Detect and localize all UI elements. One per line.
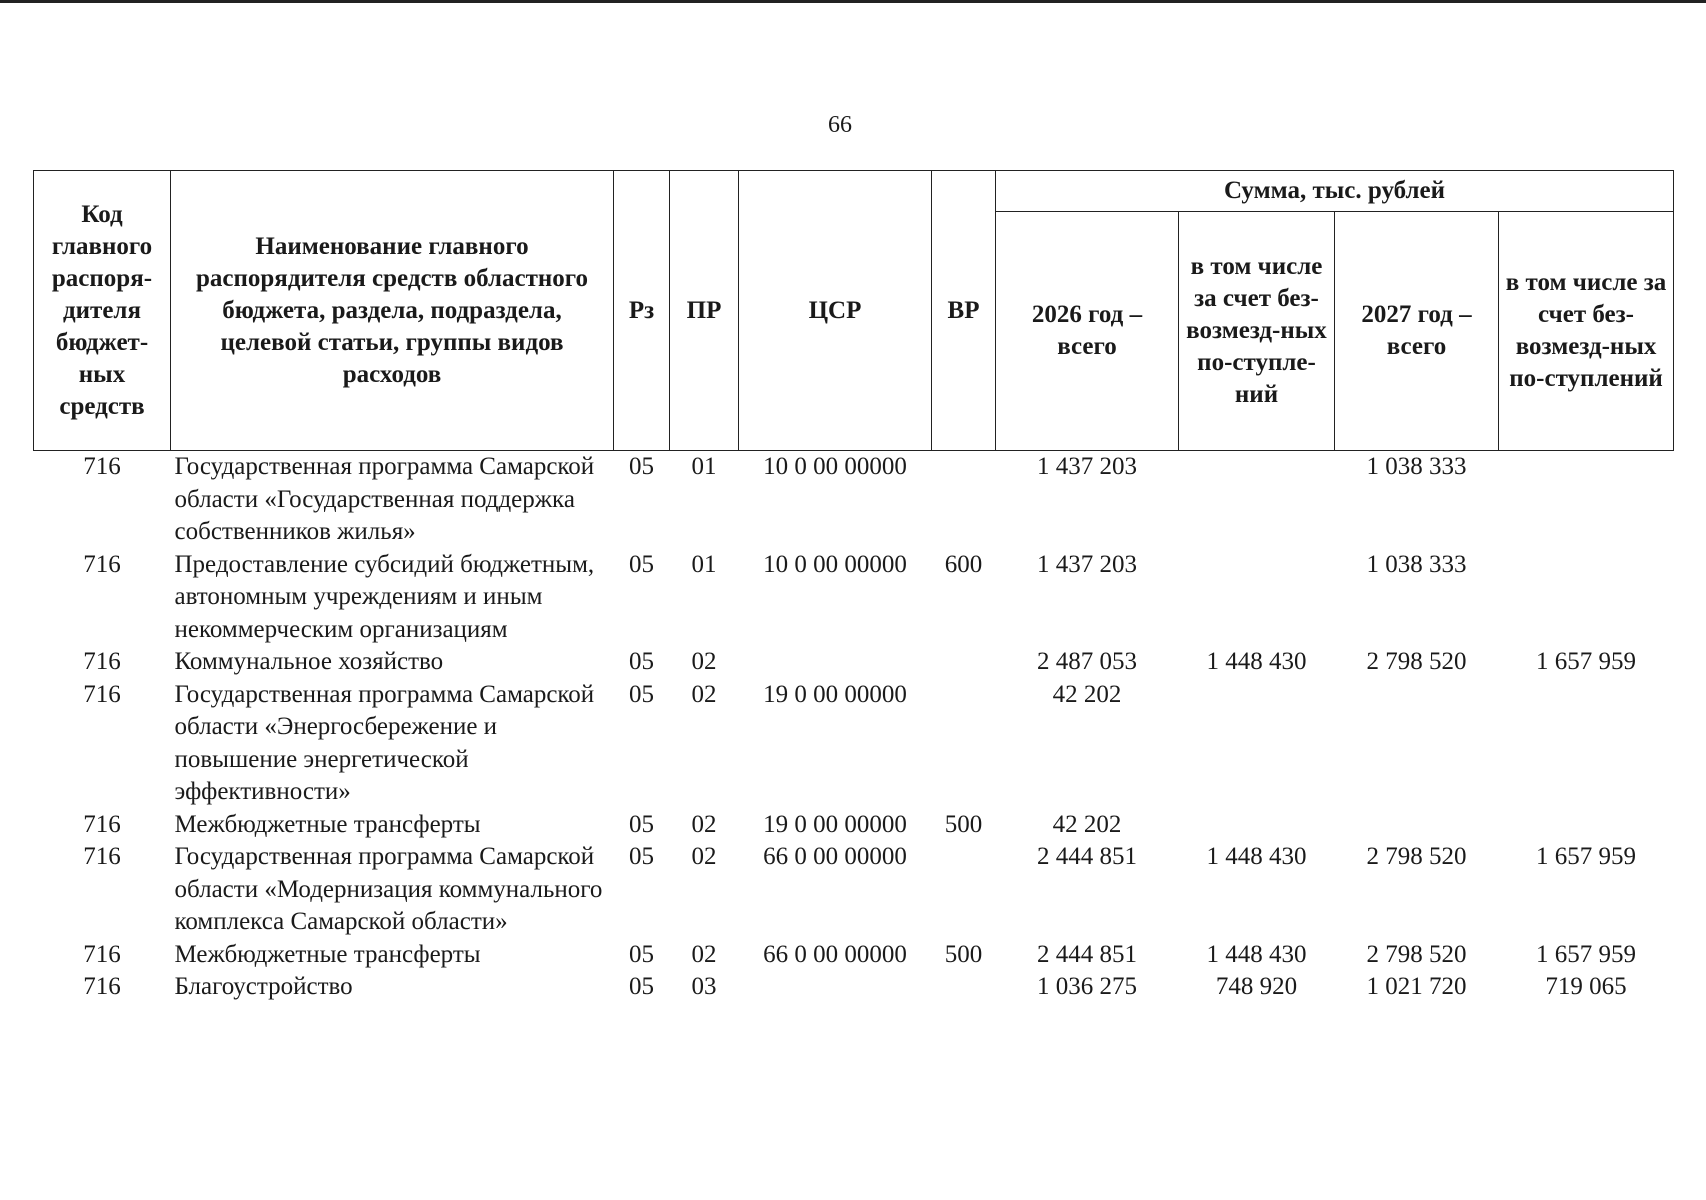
cell-2026-free <box>1179 549 1335 647</box>
header-code: Код главного распоря-дителя бюджет-ных средств <box>34 171 171 451</box>
cell-name: Государственная программа Самарской области «Энергосбережение и повышение энергетической эффективности» <box>174 680 595 805</box>
header-name: Наименование главного распорядителя средств областного бюджета, раздела, подраздела, целевой статьи, группы видов расходов <box>171 171 614 451</box>
cell-2027-total: 1 021 720 <box>1366 973 1467 1000</box>
cell-2027-total <box>1335 679 1499 809</box>
cell-csr: 19 0 00 00000 <box>763 680 907 708</box>
header-csr: ЦСР <box>739 171 932 451</box>
cell-2026-total: 1 437 203 <box>1037 453 1137 480</box>
cell-2026-free <box>1179 809 1335 842</box>
cell-2026-free <box>1179 679 1335 809</box>
cell-csr: 66 0 00 00000 <box>763 940 907 968</box>
cell-csr <box>739 646 932 679</box>
cell-2026-free <box>1179 451 1335 549</box>
cell-pr: 02 <box>691 648 717 675</box>
cell-vr <box>932 679 996 809</box>
header-2027-total: 2027 год – всего <box>1335 212 1499 451</box>
cell-name: Межбюджетные трансферты <box>174 940 481 968</box>
table-row <box>34 809 1674 842</box>
cell-2026-free: 1 448 430 <box>1206 648 1307 675</box>
cell-pr: 01 <box>691 453 717 480</box>
header-vr: ВР <box>932 171 996 451</box>
cell-code: 716 <box>83 973 121 1000</box>
table-body <box>34 451 1674 1004</box>
cell-2027-free: 1 657 959 <box>1536 843 1637 870</box>
cell-code: 716 <box>83 453 121 480</box>
cell-vr: 600 <box>944 550 983 578</box>
cell-vr: 500 <box>944 940 983 968</box>
budget-table <box>33 170 1674 1004</box>
cell-vr <box>932 971 996 1004</box>
cell-code: 716 <box>83 550 121 578</box>
table-row <box>34 679 1674 809</box>
cell-name: Коммунальное хозяйство <box>174 648 444 675</box>
cell-2027-total: 2 798 520 <box>1366 648 1467 675</box>
cell-code: 716 <box>83 810 121 838</box>
cell-2026-total: 42 202 <box>1052 810 1122 838</box>
table-row <box>34 841 1674 939</box>
cell-rz: 05 <box>629 973 654 1000</box>
cell-2027-free: 1 657 959 <box>1536 648 1637 675</box>
cell-2026-free: 1 448 430 <box>1206 843 1307 870</box>
cell-2027-total <box>1335 809 1499 842</box>
cell-rz: 05 <box>629 550 654 578</box>
cell-2027-free <box>1499 451 1674 549</box>
cell-csr: 66 0 00 00000 <box>763 843 907 870</box>
header-sum-group: Сумма, тыс. рублей <box>996 171 1674 212</box>
cell-vr <box>932 451 996 549</box>
cell-csr: 19 0 00 00000 <box>763 810 907 838</box>
top-rule <box>0 0 1706 3</box>
cell-code: 716 <box>83 648 121 675</box>
cell-2027-total: 1 038 333 <box>1366 550 1467 578</box>
cell-2026-free: 748 920 <box>1215 973 1298 1000</box>
cell-csr: 10 0 00 00000 <box>763 550 907 578</box>
cell-vr <box>932 646 996 679</box>
header-pr: ПР <box>670 171 739 451</box>
cell-pr: 02 <box>691 940 717 968</box>
cell-name: Межбюджетные трансферты <box>174 810 481 838</box>
cell-vr <box>932 841 996 939</box>
cell-2027-total: 2 798 520 <box>1366 940 1467 968</box>
cell-rz: 05 <box>629 648 654 675</box>
cell-2026-total: 2 444 851 <box>1037 940 1137 968</box>
cell-rz: 05 <box>629 680 654 708</box>
cell-2027-free: 1 657 959 <box>1536 940 1637 968</box>
cell-code: 716 <box>83 940 121 968</box>
cell-vr: 500 <box>944 810 983 838</box>
cell-pr: 02 <box>691 843 717 870</box>
cell-pr: 02 <box>691 680 717 708</box>
cell-csr: 10 0 00 00000 <box>763 453 907 480</box>
cell-2026-total: 1 036 275 <box>1037 973 1137 1000</box>
cell-2027-total: 2 798 520 <box>1366 843 1467 870</box>
cell-rz: 05 <box>629 453 654 480</box>
cell-pr: 02 <box>691 810 717 838</box>
table-row <box>34 549 1674 647</box>
table-row <box>34 451 1674 549</box>
header-rz: Рз <box>614 171 670 451</box>
cell-name: Государственная программа Самарской области «Модернизация коммунального комплекса Самарской области» <box>174 843 603 935</box>
cell-code: 716 <box>83 843 121 870</box>
cell-name: Благоустройство <box>174 973 353 1000</box>
cell-2027-free <box>1499 809 1674 842</box>
table-row <box>34 971 1674 1004</box>
cell-name: Предоставление субсидий бюджетным, автономным учреждениям и иным некоммерческим организациям <box>174 550 595 643</box>
header-2027-free: в том числе за счет без-возмезд-ных по-ступлений <box>1499 212 1674 451</box>
cell-2027-free <box>1499 679 1674 809</box>
cell-2026-total: 2 444 851 <box>1037 843 1137 870</box>
cell-rz: 05 <box>629 810 654 838</box>
page-number: 66 <box>828 112 852 138</box>
table-header <box>34 171 1674 451</box>
cell-2027-free <box>1499 549 1674 647</box>
cell-2026-free: 1 448 430 <box>1206 940 1307 968</box>
cell-rz: 05 <box>629 940 654 968</box>
header-2026-free: в том числе за счет без-возмезд-ных по-ступле-ний <box>1179 212 1335 451</box>
cell-pr: 03 <box>691 973 717 1000</box>
header-2026-total: 2026 год – всего <box>996 212 1179 451</box>
table-row <box>34 646 1674 679</box>
cell-2026-total: 42 202 <box>1052 680 1122 708</box>
table-row <box>34 939 1674 972</box>
cell-2026-total: 2 487 053 <box>1037 648 1137 675</box>
cell-name: Государственная программа Самарской области «Государственная поддержка собственников жилья» <box>174 453 595 545</box>
cell-code: 716 <box>83 680 121 708</box>
cell-2027-total: 1 038 333 <box>1366 453 1467 480</box>
cell-csr <box>739 971 932 1004</box>
cell-rz: 05 <box>629 843 654 870</box>
cell-2027-free: 719 065 <box>1545 973 1627 1000</box>
cell-2026-total: 1 437 203 <box>1037 550 1137 578</box>
cell-pr: 01 <box>691 550 717 578</box>
